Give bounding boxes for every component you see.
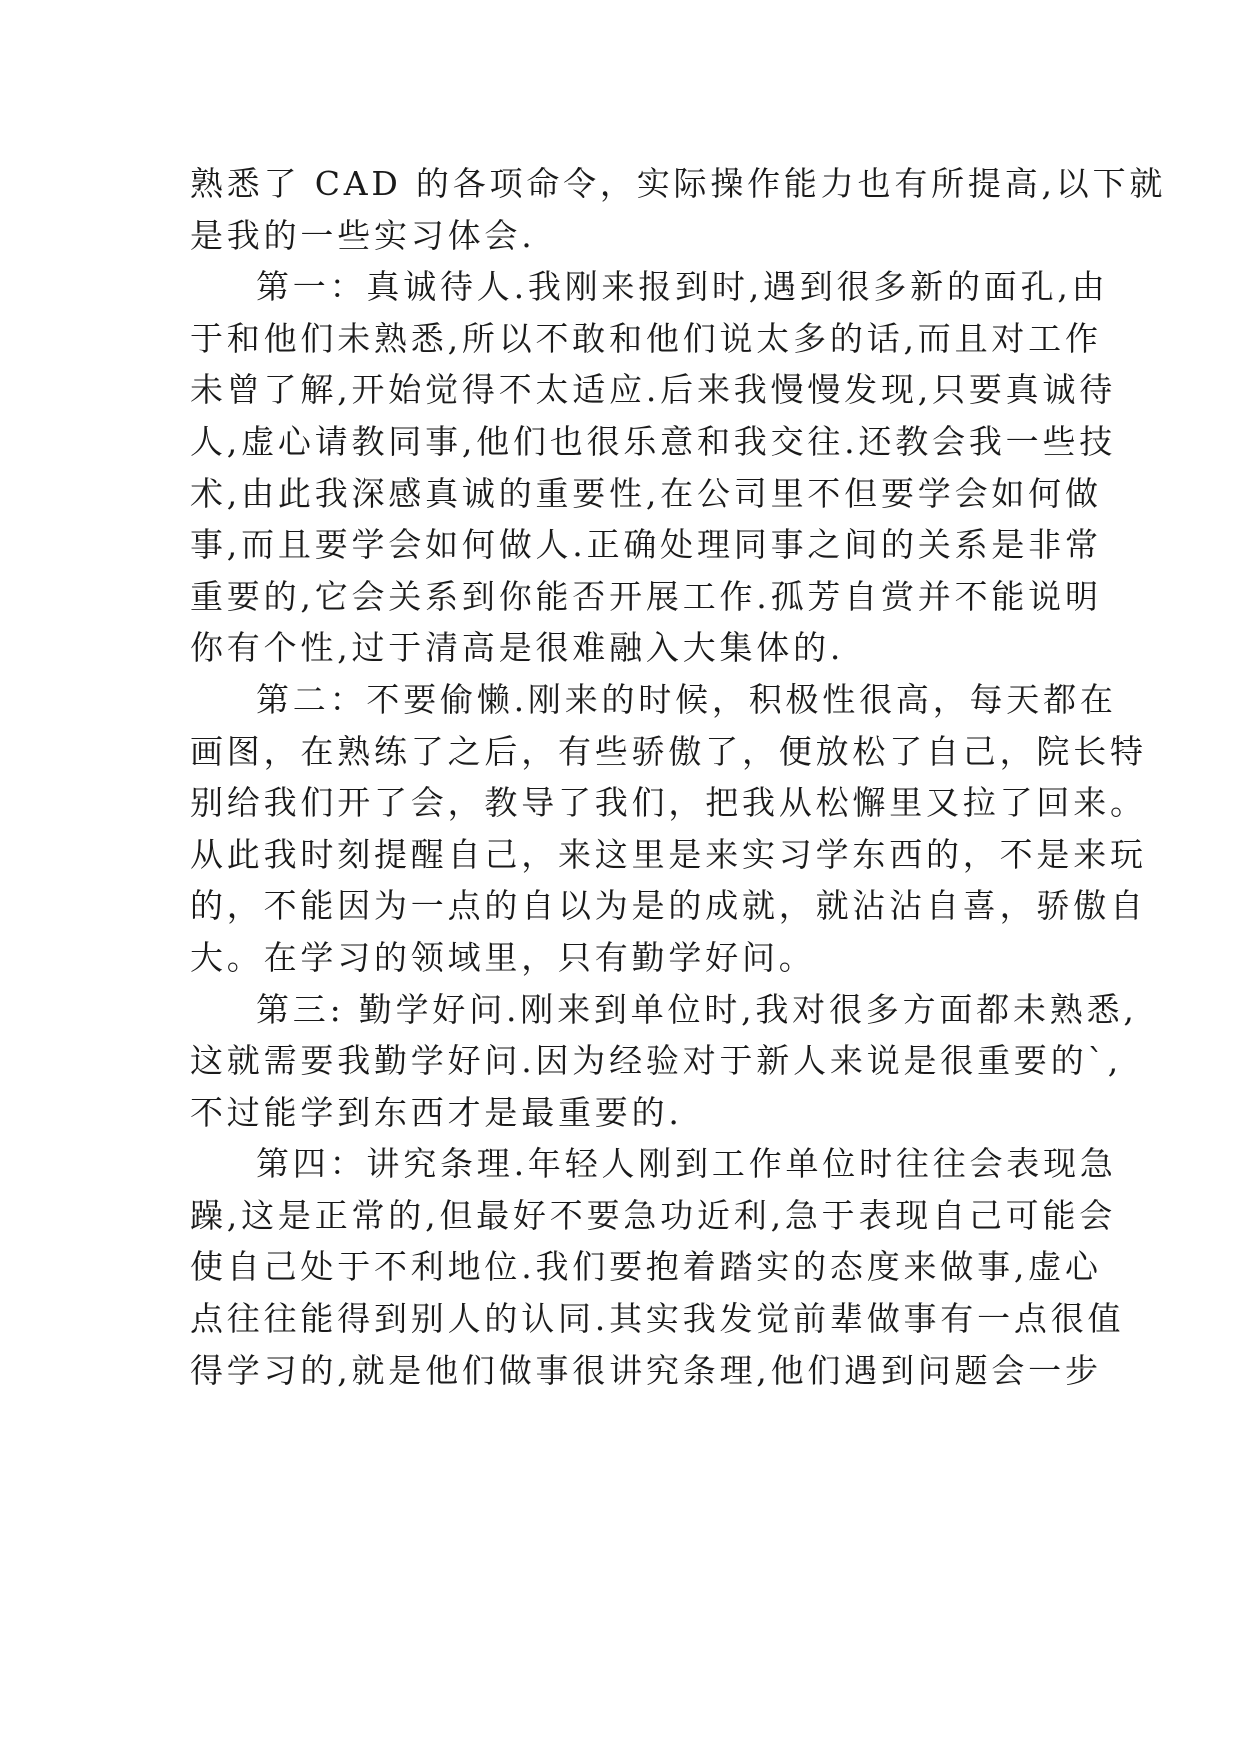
text-line: 别给我们开了会，教导了我们，把我从松懈里又拉了回来。 — [190, 783, 1147, 823]
text-line: 人,虚心请教同事,他们也很乐意和我交往.还教会我一些技 — [190, 421, 1117, 461]
text-line: 从此我时刻提醒自己，来这里是来实习学东西的，不是来玩 — [190, 834, 1147, 874]
text-line: 不过能学到东西才是最重要的. — [190, 1092, 683, 1132]
text-line: 重要的,它会关系到你能否开展工作.孤芳自赏并不能说明 — [190, 576, 1102, 616]
text-line: 术,由此我深感真诚的重要性,在公司里不但要学会如何做 — [190, 473, 1102, 513]
text-line: 熟悉了 CAD 的各项命令，实际操作能力也有所提高,以下就 — [190, 164, 1167, 203]
text-line: 的，不能因为一点的自以为是的成就，就沾沾自喜，骄傲自 — [190, 886, 1147, 926]
text-line: 画图，在熟练了之后，有些骄傲了，便放松了自己，院长特 — [190, 731, 1147, 771]
text-line: 第三: 勤学好问.刚来到单位时,我对很多方面都未熟悉, — [256, 989, 1138, 1029]
text-line: 得学习的,就是他们做事很讲究条理,他们遇到问题会一步 — [190, 1350, 1102, 1390]
body-text — [190, 158, 1167, 1396]
text-line: 使自己处于不利地位.我们要抱着踏实的态度来做事,虚心 — [190, 1247, 1102, 1287]
text-line: 是我的一些实习体会. — [190, 215, 536, 255]
text-line: 这就需要我勤学好问.因为经验对于新人来说是很重要的`, — [190, 1041, 1123, 1081]
text-line: 躁,这是正常的,但最好不要急功近利,急于表现自己可能会 — [190, 1195, 1117, 1235]
text-line: 第四：讲究条理.年轻人刚到工作单位时往往会表现急 — [256, 1144, 1117, 1184]
text-line: 未曾了解,开始觉得不太适应.后来我慢慢发现,只要真诚待 — [190, 370, 1117, 410]
text-line: 第一：真诚待人.我刚来报到时,遇到很多新的面孔,由 — [256, 267, 1109, 307]
text-line: 点往往能得到别人的认同.其实我发觉前辈做事有一点很值 — [190, 1299, 1125, 1339]
text-line: 第二：不要偷懒.刚来的时候，积极性很高，每天都在 — [256, 679, 1117, 719]
text-line: 事,而且要学会如何做人.正确处理同事之间的关系是非常 — [190, 525, 1102, 565]
text-line: 大。在学习的领域里，只有勤学好问。 — [190, 937, 816, 977]
text-line: 于和他们未熟悉,所以不敢和他们说太多的话,而且对工作 — [190, 318, 1102, 358]
text-line: 你有个性,过于清高是很难融入大集体的. — [190, 628, 845, 668]
